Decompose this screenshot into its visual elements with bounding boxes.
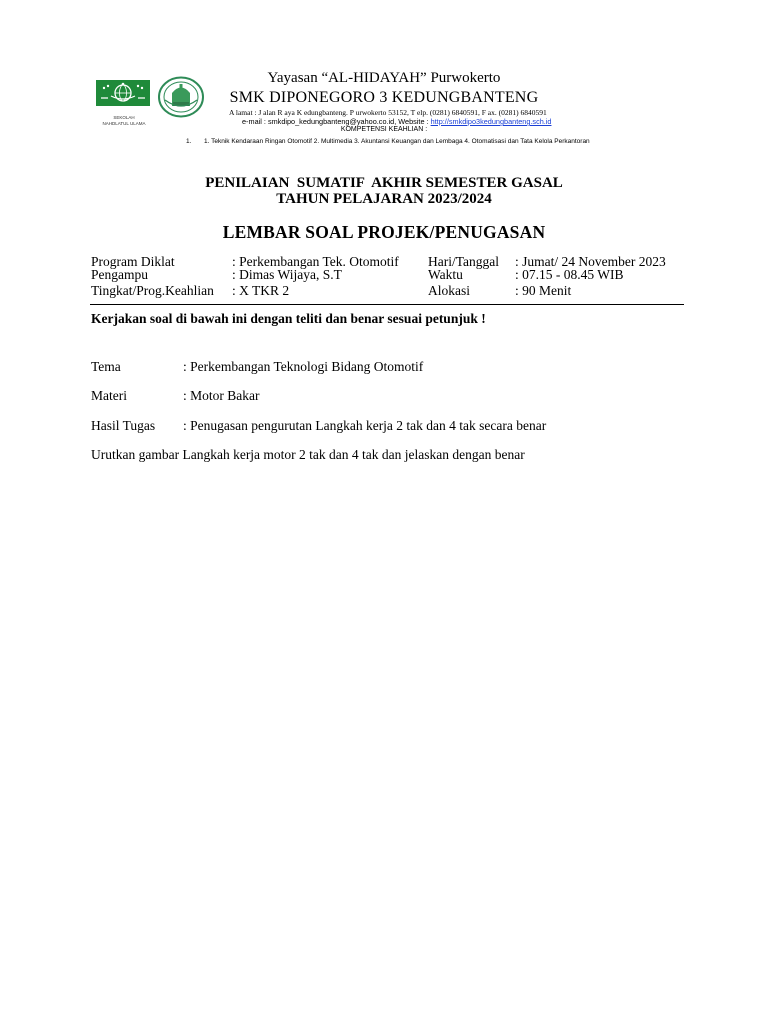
class-value: : X TKR 2	[232, 283, 290, 298]
majors-number: 1.	[186, 138, 192, 145]
website-link[interactable]: http://smkdipo3kedungbanteng.sch.id	[430, 117, 552, 126]
logo-caption: SEKOLAH NAHDLATUL ULAMA	[102, 115, 146, 126]
email-text: e-mail : smkdipo_kedungbanteng@yahoo.co.id, Website :	[242, 117, 431, 126]
program-label: Program Diklat	[91, 254, 175, 269]
alloc-label: Alokasi	[428, 283, 470, 298]
theme-value: : Perkembangan Teknologi Bidang Otomotif	[183, 359, 424, 374]
school-address: A lamat : J alan R aya K edungbanteng. P urwokerto 53152, T elp. (0281) 6840591, F ax. (0281) 6840591	[229, 108, 547, 117]
theme-label: Tema	[91, 359, 121, 374]
exam-title: PENILAIAN SUMATIF AKHIR SEMESTER GASAL	[205, 175, 563, 191]
result-value: : Penugasan pengurutan Langkah kerja 2 tak dan 4 tak secara benar	[183, 418, 547, 433]
alloc-value: : 90 Menit	[515, 283, 572, 298]
instruction-text: Kerjakan soal di bawah ini dengan teliti dan benar sesuai petunjuk !	[91, 311, 486, 326]
teacher-label: Pengampu	[91, 267, 148, 282]
time-label: Waktu	[428, 267, 463, 282]
task-instruction: Urutkan gambar Langkah kerja motor 2 tak dan 4 tak dan jelaskan dengan benar	[91, 447, 525, 462]
contact-line	[242, 117, 551, 126]
majors-text: 1. Teknik Kendaraan Ringan Otomotif 2. Multimedia 3. Akuntansi Keuangan dan Lembaga 4. Otomatisasi dan Tata Kelola Perkantoran	[204, 138, 590, 145]
program-value: : Perkembangan Tek. Otomotif	[232, 254, 399, 269]
foundation-name: Yayasan “AL-HIDAYAH” Purwokerto	[267, 70, 501, 86]
time-value: : 07.15 - 08.45 WIB	[515, 267, 624, 282]
result-label: Hasil Tugas	[91, 418, 156, 433]
material-value: : Motor Bakar	[183, 388, 260, 403]
competency-label: KOMPETENSI KEAHLIAN :	[340, 126, 428, 133]
school-name: SMK DIPONEGORO 3 KEDUNGBANTENG	[229, 89, 539, 106]
academic-year: TAHUN PELAJARAN 2023/2024	[276, 191, 492, 207]
date-label: Hari/Tanggal	[428, 254, 500, 269]
majors-list	[186, 138, 590, 145]
class-label: Tingkat/Prog.Keahlian	[91, 283, 214, 298]
material-label: Materi	[91, 388, 127, 403]
sheet-title: LEMBAR SOAL PROJEK/PENUGASAN	[222, 222, 546, 242]
divider-line	[90, 304, 684, 305]
teacher-value: : Dimas Wijaya, S.T	[232, 267, 342, 282]
date-value: : Jumat/ 24 November 2023	[515, 254, 666, 269]
